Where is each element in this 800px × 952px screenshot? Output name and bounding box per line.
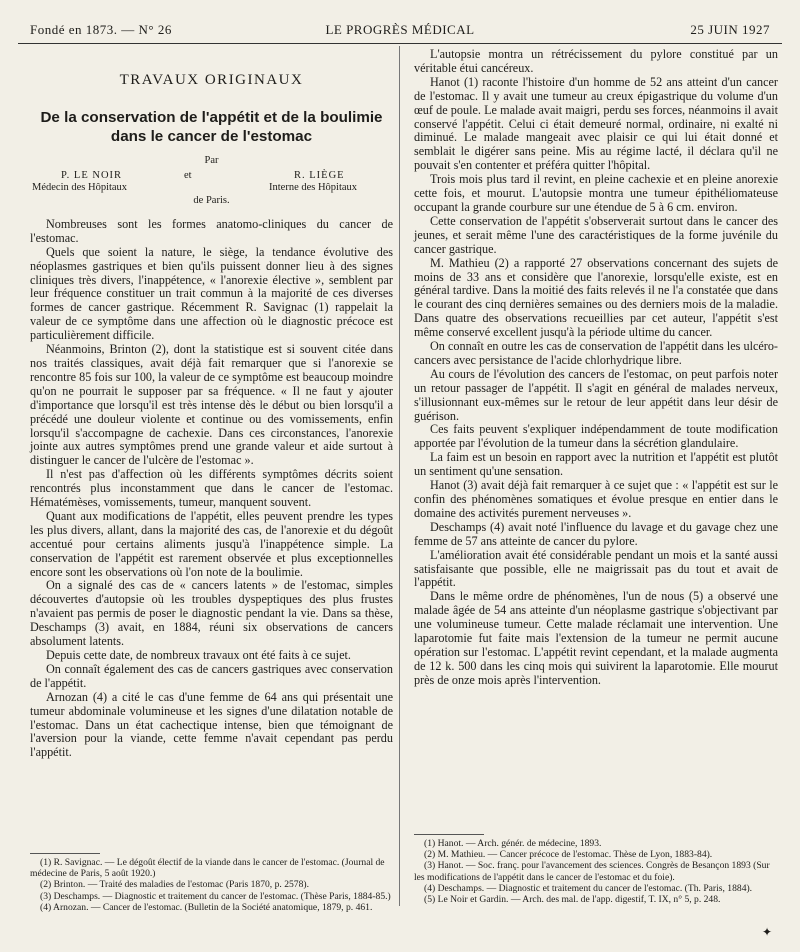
paragraph: Cette conservation de l'appétit s'observerait surtout dans le cancer des jeunes, et serait même l'une des caractéristiques de la forme juvénile du cancer gastrique. <box>414 213 778 256</box>
journal-title: LE PROGRÈS MÉDICAL <box>325 22 475 37</box>
footnote: (3) Hanot. — Soc. franç. pour l'avancement des sciences. Congrès de Besançon 1893 (Sur les modifications de l'appétit dans le cancer de l'estomac et du foie). <box>414 860 770 883</box>
founding-issue-label: Fondé en 1873. — N° 26 <box>30 22 172 37</box>
paragraph: L'autopsie montra un rétrécissement du pylore constitué par un véritable étui cancéreux. <box>414 47 778 75</box>
right-column <box>414 48 778 688</box>
footnotes-right <box>414 838 778 905</box>
left-body <box>30 218 393 760</box>
author-name-liege: R. LIÈGE <box>294 169 345 181</box>
paragraph: On a signalé des cas de « cancers latents » de l'estomac, simples découvertes d'autopsie où les troubles dyspeptiques des plus frustes n'avaient pas permis de poser le diagnostic pendant la vie. Dans sa thèse, Deschamps (3) avait, en 1884, réuni six observations de cancers absolument latents. <box>30 578 393 649</box>
footnote: (4) Arnozan. — Cancer de l'estomac. (Bulletin de la Société anatomique, 1879, p. 461. <box>40 901 373 913</box>
footnote: (1) Hanot. — Arch. génér. de médecine, 1893. <box>424 838 602 849</box>
left-column <box>30 50 393 760</box>
footnote: (3) Deschamps. — Diagnostic et traitement du cancer de l'estomac. (Thèse Paris, 1884-85.) <box>40 890 391 902</box>
paragraph: On connaît également des cas de cancers gastriques avec conservation de l'appétit. <box>30 661 393 690</box>
paragraph: Nombreuses sont les formes anatomo-cliniques du cancer de l'estomac. <box>30 216 393 245</box>
paragraph: Il n'est pas d'affection où les différents symptômes décrits soient rencontrés plus inconstamment que dans le cancer de l'estomac. Hématémèses, vomissements, tumeur, manquent souvent. <box>30 467 393 510</box>
paragraph: L'amélioration avait été considérable pendant un mois et la santé aussi satisfaisante que possible, elle ne maigrissait pas du tout et avait de l'appétit. <box>414 547 778 590</box>
paragraph: Deschamps (4) avait noté l'influence du lavage et du gavage chez une femme de 57 ans atteinte de cancer du pylore. <box>414 519 778 548</box>
footnote: (1) R. Savignac. — Le dégoût électif de la viande dans le cancer de l'estomac. (Journal de médecine de Paris, 5 août 1920.) <box>30 857 385 880</box>
footnote: (5) Le Noir et Gardin. — Arch. des mal. de l'app. digestif, T. IX, n° 5, p. 248. <box>424 894 721 906</box>
paragraph: Hanot (3) avait déjà fait remarquer à ce sujet que : « l'appétit est sur le confin des phénomènes somatiques et évolue presque en entier dans le domaine des activités purement nerveuses ». <box>414 478 778 520</box>
paragraph: Trois mois plus tard il revint, en pleine cachexie et en pleine anorexie cette fois, et mourut. L'autopsie montra une tumeur épithéliomateuse occupant la grande courbure sur une étendue de 5 à 6 cm. environ. <box>414 172 778 214</box>
footnote: (4) Deschamps. — Diagnostic et traitement du cancer de l'estomac. (Th. Paris, 1884). <box>424 882 753 894</box>
header-rule <box>18 43 782 44</box>
running-head <box>30 22 770 40</box>
paragraph: Arnozan (4) a cité le cas d'une femme de 64 ans qui présentait une tumeur abdominale volumineuse et les signes d'une dilatation notable de l'estomac. Dans un état cachectique intense, bien que témoignant de l'aversion pour la viande, cette femme n'avait cependant pas perdu l'appétit. <box>30 689 393 760</box>
paragraph: Néanmoins, Brinton (2), dont la statistique est si souvent citée dans nos traités classiques, avait déjà fait remarquer que si l'anorexie se rencontre 85 fois sur 100, la valeur de ce symptôme est beaucoup moindre qu'on ne pourrait le supposer par sa fréquence. « Il ne faut y ajouter d'importance que lorsqu'il est très intense dès le début ou bien lorsqu'il a précédé une douleur violente et continue ou des vomissements, enfin lorsqu'il s'accompagne de cachexie. Dans ces circonstances, l'anorexie jointe aux autres symptômes prend une grande valeur et aide surtout à distinguer le cancer de l'ulcère de l'estomac ». <box>30 342 393 468</box>
paragraph: Ces faits peuvent s'expliquer indépendamment de toute modification apportée par l'évolution de la tumeur dans la sécrétion glandulaire. <box>414 422 778 451</box>
paragraph: Quels que soient la nature, le siège, la tendance évolutive des néoplasmes gastriques et bien qu'ils puissent donner lieu à des signes cliniques très divers, l'inappétence, « l'anorexie élective », semblent par leur fréquence constituer un trait commun à la majorité de ces diverses formes de cancer gastrique. Récemment R. Savignac (1) rappelait la valeur de ce symptôme dans une affection où le diagnostic précoce est particulièrement difficile. <box>30 244 393 343</box>
section-heading: TRAVAUX ORIGINAUX <box>119 72 304 88</box>
footnote-rule-right <box>414 834 484 835</box>
paragraph: Hanot (1) raconte l'histoire d'un homme de 52 ans atteint d'un cancer de l'estomac. Il y avait une tumeur au creux épigastrique du volume d'un œuf de poule. Le malade avait maigri, perdu ses forces, néanmoins il avait conservé l'appétit. Celui ci était demeuré normal, ordinaire, ni exalté ni diminué. Le malade mangeait avec plaisir ce qui lui était donné et semblait le digérer sans peine. Mis au régime lacté, il déclara qu'il ne pouvait s'en contenter et préféra quitter l'hôpital. <box>414 74 778 173</box>
footnotes-left <box>30 857 393 913</box>
author-city: de Paris. <box>193 194 230 206</box>
author-name-le-noir: P. LE NOIR <box>61 169 123 181</box>
byline-and: et <box>184 169 192 181</box>
author-role-le-noir: Médecin des Hôpitaux <box>32 181 128 193</box>
paragraph: M. Mathieu (2) a rapporté 27 observations concernant des sujets de moins de 33 ans et considère que l'anorexie, lorsqu'elle existe, est en général tardive. Dans la moitié des faits relevés il ne l'a constatée que dans le courant des cinq dernières semaines ou des derniers mois de la maladie. Dans quatre des observations recueillies par cet auteur, l'appétit s'est même conservé excellent jusqu'à la période ultime du cancer. <box>414 255 778 340</box>
footnote-rule-left <box>30 853 100 854</box>
end-ornament-icon: ✦ <box>761 925 772 939</box>
column-divider <box>399 46 400 906</box>
paragraph: Quant aux modifications de l'appétit, elles peuvent prendre les types les plus divers, allant, dans la majorité des cas, de l'anorexie et du dégoût accentué pour certains aliments jusqu'à l'inappétence simple. La conservation de l'appétit est rarement observée et plus exceptionnelles encore sont les observations où l'on note de la boulimie. <box>30 508 393 579</box>
byline-by: Par <box>204 154 219 166</box>
author-role-liege: Interne des Hôpitaux <box>269 181 358 193</box>
footnote: (2) M. Mathieu. — Cancer précoce de l'estomac. Thèse de Lyon, 1883-84). <box>424 849 713 861</box>
paragraph: On connaît en outre les cas de conservation de l'appétit dans les ulcéro-cancers avec persistance de l'acide chlorhydrique libre. <box>414 339 778 367</box>
paragraph: Au cours de l'évolution des cancers de l'estomac, on peut parfois noter un retour passager de l'appétit. Il s'agit en général de malades nerveux, s'illusionnant eux-mêmes sur le retour de leur appétit dans leur désir de guérison. <box>414 366 778 423</box>
paragraph: La faim est un besoin en rapport avec la nutrition et l'appétit est plutôt un sentiment qu'une sensation. <box>414 450 778 479</box>
article-title: De la conservation de l'appétit et de la boulimie dans le cancer de l'estomac <box>40 108 383 145</box>
footnote: (2) Brinton. — Traité des maladies de l'estomac (Paris 1870, p. 2578). <box>40 879 309 891</box>
paragraph: Dans le même ordre de phénomènes, l'un de nous (5) a observé une malade âgée de 54 ans atteinte d'un néoplasme gastrique s'objectivant par une volumineuse tumeur. Cette malade réclamait une intervention. Une laparotomie fut faite mais l'extension de la tumeur ne permit aucune opération sur l'estomac. L'appétit revint cependant, et la malade augmenta de 12 k. 500 dans les cinq mois qui suivirent la laparotomie. Elle mourut près de onze mois après l'intervention. <box>414 589 778 687</box>
byline <box>30 154 393 204</box>
paragraph: Depuis cette date, de nombreux travaux ont été faits à ce sujet. <box>46 648 351 662</box>
issue-date: 25 JUIN 1927 <box>690 22 770 37</box>
